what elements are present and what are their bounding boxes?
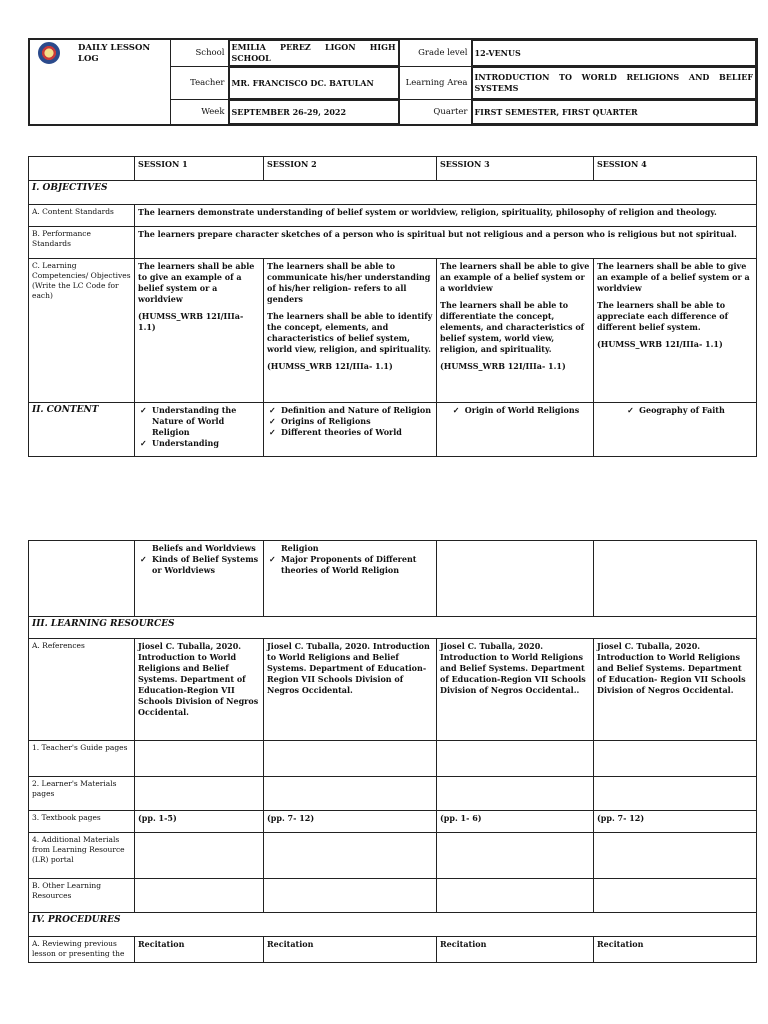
content-standards-text: The learners demonstrate understanding of belief system or worldview, religion, spirituality, philosophy of religion and theology.: [135, 205, 757, 227]
area-label: Learning Area: [399, 67, 471, 100]
content-session-2-cont: [264, 541, 437, 617]
session-3-header: SESSION 3: [437, 157, 594, 181]
content-item: ✓ Different theories of World: [267, 427, 433, 438]
content-item: ✓ Geography of Faith: [625, 405, 725, 416]
week-label: Week: [170, 100, 228, 126]
school-value: EMILIA PEREZ LIGON HIGH SCHOOL: [228, 39, 399, 67]
review-session-3: Recitation: [437, 937, 594, 963]
header-logo-cell: [29, 39, 170, 125]
content-item: ✓ Origins of Religions: [267, 416, 433, 427]
competency-session-1: [135, 259, 264, 403]
review-session-4: Recitation: [594, 937, 757, 963]
school-label: School: [170, 39, 228, 67]
quarter-value: FIRST SEMESTER, FIRST QUARTER: [471, 100, 757, 126]
lesson-table-part-2: [28, 540, 757, 963]
competencies-label: C. Learning Competencies/ Objectives (Write the LC Code for each): [29, 259, 135, 403]
competency-session-3: [437, 259, 594, 403]
other-resources-label: B. Other Learning Resources: [29, 879, 135, 913]
header-table: [28, 38, 758, 126]
deped-seal-icon: [38, 42, 60, 64]
content-session-3: [437, 403, 594, 457]
content-session-2: [264, 403, 437, 457]
teachers-guide-label: 1. Teacher's Guide pages: [29, 741, 135, 777]
competency-4-text: The learners shall be able to give an example of a belief system or a worldview: [597, 261, 750, 293]
competency-2-text: The learners shall be able to communicate his/her understanding of his/her religion- refers to all genders: [267, 261, 431, 304]
content-session-1: [135, 403, 264, 457]
area-value: INTRODUCTION TO WORLD RELIGIONS AND BELIEF SYSTEMS: [471, 67, 757, 100]
textbook-session-2: (pp. 7- 12): [264, 811, 437, 833]
learners-materials-label: 2. Learner's Materials pages: [29, 777, 135, 811]
competency-session-4: [594, 259, 757, 403]
content-item: Beliefs and Worldviews: [152, 543, 256, 553]
textbook-session-1: (pp. 1-5): [135, 811, 264, 833]
content-session-4: [594, 403, 757, 457]
reference-session-4: Jiosel C. Tuballa, 2020. Introduction to World Religions and Belief Systems. Department of Education- Region VII Schools Division of Negros Occidental.: [594, 639, 757, 741]
performance-standards-text: The learners prepare character sketches of a person who is spiritual but not religious and a person who is religious but not spiritual.: [135, 227, 757, 259]
grade-label: Grade level: [399, 39, 471, 67]
teacher-label: Teacher: [170, 67, 228, 100]
content-item: ✓ Origin of World Religions: [451, 405, 579, 416]
session-1-header: SESSION 1: [135, 157, 264, 181]
competency-session-2: [264, 259, 437, 403]
references-label: A. References: [29, 639, 135, 741]
content-item: ✓ Kinds of Belief Systems or Worldviews: [138, 554, 260, 576]
reference-session-2: Jiosel C. Tuballa, 2020. Introduction to World Religions and Belief Systems. Department of Education-Region VII Schools Division of Negros Occidental.: [264, 639, 437, 741]
content-item: ✓ Major Proponents of Different theories of World Religion: [267, 554, 433, 576]
competency-1-code: (HUMSS_WRB 12I/IIIa- 1.1): [138, 311, 244, 332]
competency-1-text: The learners shall be able to give an example of a belief system or a worldview: [138, 261, 255, 304]
performance-standards-label: B. Performance Standards: [29, 227, 135, 259]
teacher-value: MR. FRANCISCO DC. BATULAN: [228, 67, 399, 100]
reference-session-1: Jiosel C. Tuballa, 2020. Introduction to World Religions and Belief Systems. Department of Education-Region VII Schools Division of Negros Occidental.: [135, 639, 264, 741]
review-session-2: Recitation: [264, 937, 437, 963]
content-item: ✓ Definition and Nature of Religion: [267, 405, 433, 416]
competency-3-text-b: The learners shall be able to differentiate the concept, elements, and characteristics of belief system, world view, religion, and spirituality.: [440, 300, 585, 354]
log-title: DAILY LESSON LOG: [78, 43, 151, 64]
grade-value: 12-VENUS: [471, 39, 757, 67]
content-item: ✓ Understanding the Nature of World Religion: [138, 405, 260, 438]
content-item: ✓ Understanding: [138, 438, 260, 449]
session-2-header: SESSION 2: [264, 157, 437, 181]
review-session-1: Recitation: [135, 937, 264, 963]
content-standards-label: A. Content Standards: [29, 205, 135, 227]
competency-3-text: The learners shall be able to give an example of a belief system or a worldview: [440, 261, 590, 293]
session-header-row: [29, 157, 757, 181]
competency-2-text-b: The learners shall be able to identify the concept, elements, and characteristics of belief system, world view, religion, and spirituality.: [267, 311, 433, 354]
quarter-label: Quarter: [399, 100, 471, 126]
procedures-heading: IV. PROCEDURES: [29, 913, 757, 937]
content-heading: II. CONTENT: [29, 403, 135, 457]
additional-materials-label: 4. Additional Materials from Learning Resource (LR) portal: [29, 833, 135, 879]
competency-4-code: (HUMSS_WRB 12I/IIIa- 1.1): [597, 339, 723, 349]
textbook-session-4: (pp. 7- 12): [594, 811, 757, 833]
competency-2-code: (HUMSS_WRB 12I/IIIa- 1.1): [267, 361, 393, 371]
textbook-pages-label: 3. Textbook pages: [29, 811, 135, 833]
textbook-session-3: (pp. 1- 6): [437, 811, 594, 833]
review-label: A. Reviewing previous lesson or presenting the: [29, 937, 135, 963]
resources-heading: III. LEARNING RESOURCES: [29, 617, 757, 639]
competency-4-text-b: The learners shall be able to appreciate each difference of different belief system.: [597, 300, 729, 332]
lesson-table-part-1: [28, 156, 757, 457]
week-value: SEPTEMBER 26-29, 2022: [228, 100, 399, 126]
competency-3-code: (HUMSS_WRB 12I/IIIa- 1.1): [440, 361, 566, 371]
content-session-1-cont: [135, 541, 264, 617]
reference-session-3: Jiosel C. Tuballa, 2020. Introduction to World Religions and Belief Systems. Department of Education-Region VII Schools Division of Negros Occidental..: [437, 639, 594, 741]
content-item: Religion: [281, 543, 319, 553]
session-4-header: SESSION 4: [594, 157, 757, 181]
objectives-heading: I. OBJECTIVES: [29, 181, 757, 205]
